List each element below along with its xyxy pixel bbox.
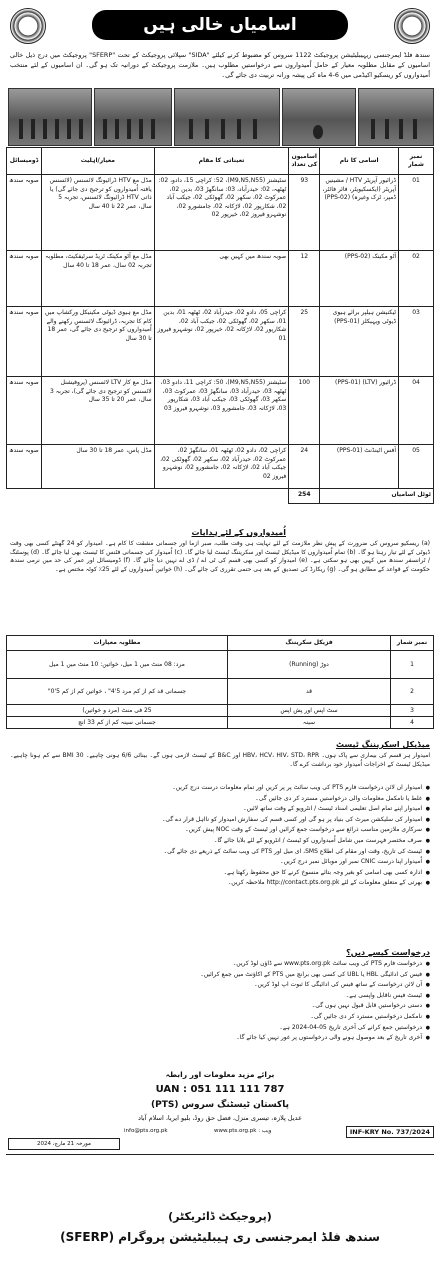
medical-title: میڈیکل اسکریننگ ٹیسٹ — [335, 740, 430, 749]
list-item: ● درخواستیں جمع کرانے کی آخری تاریخ 05-04-2024 ہے۔ — [10, 1024, 430, 1033]
guidelines-title: اُمیدواروں کے لئے ہدایات — [191, 528, 286, 537]
serial-cell: 3 — [391, 705, 434, 717]
list-item: ● دستی درخواستیں قابل قبول نہیں ہوں گی۔ — [10, 1002, 430, 1011]
rescue-staff-photo — [174, 88, 280, 146]
criteria-cell: مڈل مع HTV ڈرائیونگ لائسنس (لائسنس یافتہ اُمیدواروں کو ترجیح دی جائے گی) یا ذاتی HTV ڈرائیونگ لائسنس، تجربہ 5 سال، عمر 22 تا 40 سال — [42, 175, 155, 251]
table-row — [7, 445, 434, 489]
domicile-cell: صوبہ سندھ — [7, 307, 42, 377]
station-cell: سٹیشنز (M9,N5,N55)، 52: کراچی 15، دادو، 02: ٹھٹھہ، 02: حیدرآباد، 03: سانگھڑ 03، بدین 02، عمرکوٹ 02، سکھر 02، گھوٹکی 02، جیکب آباد 02، شکارپور 02، لاڑکانہ 02، جامشورو 02، نوشہرو فیروز 02، خیرپور 02 — [154, 175, 289, 251]
rescue-1122-logo-icon — [394, 8, 430, 44]
col-domicile: ڈومیسائل — [7, 148, 42, 175]
contact-email: info@pts.org.pk — [124, 1128, 168, 1134]
serial-cell: 03 — [399, 307, 434, 377]
header — [4, 4, 436, 48]
col-criteria: معیار/اہلیت — [42, 148, 155, 175]
post-cell: آٹو مکینک (PPS-02) — [320, 251, 399, 307]
list-item: ● ٹیسٹ کی تاریخ، وقت اور مقام کی اطلاع SMS، ای میل اور PTS کی ویب سائٹ کے ذریعے دی جائے گی۔ — [10, 848, 430, 857]
table-row — [7, 251, 434, 307]
rescue-personnel-photo — [358, 88, 434, 146]
pts-name: پاکستان ٹیسٹنگ سروس (PTS) — [151, 1100, 289, 1110]
list-item: ● آن لائن درخواست کے ساتھ فیس کی ادائیگی کا ثبوت اپ لوڈ کریں۔ — [10, 981, 430, 990]
col-standard: مطلوبہ معیارات — [7, 636, 228, 651]
serial-cell: 2 — [391, 679, 434, 705]
col-station: تعیناتی کا مقام — [154, 148, 289, 175]
count-cell: 12 — [289, 251, 320, 307]
test-cell: قد — [228, 679, 391, 705]
contact-web: ویب : www.pts.org.pk — [214, 1128, 272, 1134]
list-item: ● صرف مختصر فہرست میں شامل اُمیدواروں کو ٹیسٹ / انٹرویو کے لئے بلایا جائے گا۔ — [10, 837, 430, 846]
col-test: فزیکل سکریننگ — [228, 636, 391, 651]
test-cell: سینہ — [228, 717, 391, 729]
rescue-parade-photo — [94, 88, 172, 146]
contact-info-label: برائے مزید معلومات اور رابطہ — [165, 1070, 275, 1079]
sindh-government-logo-icon — [10, 8, 46, 44]
list-item: ● درخواست فارم PTS کی ویب سائٹ www.pts.org.pk سے ڈاؤن لوڈ کریں۔ — [10, 960, 430, 969]
criteria-cell: مڈل مع آٹو مکینک ٹریڈ سرٹیفکیٹ، مطلوبہ تجربہ 02 سال، عمر 18 تا 40 سال — [42, 251, 155, 307]
table-row — [7, 679, 434, 705]
list-item: ● سرکاری ملازمین مناسب ذرائع سے درخواست جمع کرائیں اور ٹیسٹ کے وقت NOC پیش کریں۔ — [10, 826, 430, 835]
total-label: ٹوٹل اسامیاں — [320, 489, 434, 504]
vacancies-table — [6, 147, 434, 504]
list-item: ● امیدوار کی سلیکشن میرٹ کی بنیاد پر ہو گی اور کسی قسم کی سفارش امیدوار کو نااہل قرار دے گی۔ — [10, 816, 430, 825]
post-cell: ڈرائیور آپریٹر HTV / مشینیں آپریٹر (ایکسکیویٹر، فائر فائٹر، ڈمپر، ٹرک وغیرہ) (PPS-02) — [320, 175, 399, 251]
list-item: ● فیس کی ادائیگی HBL یا UBL کی کسی بھی برانچ میں PTS کے اکاؤنٹ میں جمع کرائیں۔ — [10, 971, 430, 980]
date-box: مورخہ 21 مارچ، 2024 — [8, 1138, 120, 1150]
domicile-cell: صوبہ سندھ — [7, 377, 42, 445]
list-item: ● ادارہ کسی بھی اسامی کو بغیر وجہ بتائے منسوخ کرنے کا حق محفوظ رکھتا ہے۔ — [10, 869, 430, 878]
count-cell: 100 — [289, 377, 320, 445]
table-row — [7, 377, 434, 445]
station-cell: کراچی 05، دادو 02، حیدرآباد 02، ٹھٹھہ 01، بدین 01، سکھر 02، گھوٹکی 02، جیکب آباد 02، شکارپور 02، لاڑکانہ 02، خیرپور 02، نوشہرو فیروز 01 — [154, 307, 289, 377]
col-serial: نمبر شمار — [391, 636, 434, 651]
standard-cell: جسمانی سینہ کم از کم 33 انچ — [7, 717, 228, 729]
list-item: ● غلط یا نامکمل معلومات والی درخواستیں مسترد کر دی جائیں گی۔ — [10, 795, 430, 804]
serial-cell: 4 — [391, 717, 434, 729]
total-row — [7, 489, 434, 504]
list-item: ● امیدوار آن لائن درخواست فارم PTS کی ویب سائٹ پر پر کریں اور تمام معلومات درست درج کریں۔ — [10, 784, 430, 793]
criteria-cell: مڈل مع کار LTV لائسنس (پروفیشنل لائسنس کو ترجیح دی جائے گی)، تجربہ 3 سال، عمر 20 تا 35 سال — [42, 377, 155, 445]
motorbike-rescue-photo — [282, 88, 356, 146]
test-cell: سٹ اپس اور پش اپس — [228, 705, 391, 717]
domicile-cell: صوبہ سندھ — [7, 445, 42, 489]
standard-cell: 25 فی منٹ (مرد و خواتین) — [7, 705, 228, 717]
station-cell: صوبہ سندھ میں کہیں بھی — [154, 251, 289, 307]
table-row — [7, 651, 434, 679]
apply-steps-list — [10, 960, 430, 1064]
criteria-cell: مڈل مع ہیوی ڈیوٹی مکینیکل ورکشاپ میں کام کا تجربہ، ڈرائیونگ لائسنس رکھنے والے اُمیدواروں کو ترجیح دی جائے گی، عمر 18 تا 30 سال — [42, 307, 155, 377]
list-item: ● امیدوار اپنے تمام اصل تعلیمی اسناد ٹیسٹ / انٹرویو کے وقت ساتھ لائیں۔ — [10, 805, 430, 814]
count-cell: 93 — [289, 175, 320, 251]
station-cell: سٹیشنز (M9,N5,N55)، 50: کراچی 11، دادو 03، ٹھٹھہ 03، حیدرآباد 03، سانگھڑ 03، عمرکوٹ 03، سکھر 03، گھوٹکی 03، جیکب آباد 03، شکارپور 03، لاڑکانہ 03، جامشورو 03، نوشہرو فیروز 03 — [154, 377, 289, 445]
list-item: ● بھرتی کے متعلق معلومات کے لئے http://contact.pts.org.pk ملاحظہ کریں۔ — [10, 879, 430, 888]
inf-number: INF-KRY No. 737/2024 — [346, 1126, 434, 1138]
table-row — [7, 705, 434, 717]
advertisement-page — [4, 4, 436, 1276]
physical-screening-table — [6, 635, 434, 729]
rescue-team-photo — [8, 88, 92, 146]
guidelines-text: (a) ریسکیو سروس کی ضرورت کے پیش نظر ملازمت کے لئے نہایت ہی وقت طلب، صبر آزما اور جسمانی مشقت کا کام ہے۔ اُمیدوار کو 24 گھنٹے کسی بھی وقت ڈیوٹی کے لئے تیار رہنا ہو گا۔ (b) تمام اُمیدواروں کا میڈیکل ٹیسٹ اور سکریننگ ٹیسٹ لیا جائے گا۔ (c) اُمیدوار کی جسمانی فٹنس کا ٹیسٹ بھی لیا جائے گا۔ (d) پوسٹنگ / ٹرانسفر سندھ میں کہیں بھی ہو سکتی ہے۔ (e) امیدوار کو کسی بھی قسم کی ٹی اے / ڈی اے نہیں دیا جائے گا۔ (f) ڈومیسائل اور عمر کی حد میں نرمی سندھ حکومت کے قواعد کے مطابق ہو گی۔ (g) ریکارڈ کی تصدیق کے بعد ہی حتمی تقرری کی جائے گی۔ (h) خواتین اُمیدواروں کے لئے 25٪ کوٹہ مختص ہے۔ — [10, 540, 430, 573]
intro-text: سندھ فلڈ ایمرجنسی ریہیبلیٹیشن پروجیکٹ 1122 سروس کو مضبوط کرنے کیلئے "SIDA" سپلائی پروجیکٹ کے تحت "SFERP" پروجیکٹ میں درج ذیل خالی اسامیوں کے مقابل مطلوبہ معیار کے حامل اُمیدواروں سے درخواستیں مطلوب ہیں۔ ملازمت پروجیکٹ کے دورانیہ تک ہو گی۔ ان اسامیوں کے لئے منتخب اُمیدواروں کو ریسکیو اکیڈمی میں 6-4 ماہ کی پیشہ ورانہ تربیت دی جائے گی۔ — [10, 51, 430, 79]
criteria-cell: مڈل پاس، عمر 18 تا 30 سال — [42, 445, 155, 489]
total-count: 254 — [289, 489, 320, 504]
serial-cell: 1 — [391, 651, 434, 679]
apply-title: درخواست کیسے دیں؟ — [346, 948, 430, 957]
post-cell: آفس اٹینڈنٹ (PPS-01) — [320, 445, 399, 489]
count-cell: 24 — [289, 445, 320, 489]
uan-number: UAN : 051 111 111 787 — [155, 1084, 285, 1095]
divider — [6, 1154, 434, 1155]
project-director: (پروجیکٹ ڈائریکٹر) — [168, 1210, 272, 1223]
list-item: ● آخری تاریخ کے بعد موصول ہونے والی درخواستوں پر غور نہیں کیا جائے گا۔ — [10, 1034, 430, 1043]
serial-cell: 02 — [399, 251, 434, 307]
table-row — [7, 175, 434, 251]
serial-cell: 01 — [399, 175, 434, 251]
program-name: سندھ فلڈ ایمرجنسی ری ہیبلیٹیشن پروگرام (SFERP) — [60, 1230, 380, 1244]
serial-cell: 05 — [399, 445, 434, 489]
list-item: ● نامکمل درخواستیں مسترد کر دی جائیں گی۔ — [10, 1013, 430, 1022]
list-item: ● ٹیسٹ فیس ناقابل واپسی ہے۔ — [10, 992, 430, 1001]
table-row — [7, 717, 434, 729]
serial-cell: 04 — [399, 377, 434, 445]
domicile-cell: صوبہ سندھ — [7, 175, 42, 251]
test-cell: دوڑ (Running) — [228, 651, 391, 679]
count-cell: 25 — [289, 307, 320, 377]
page-title: اسامیاں خالی ہیں — [92, 10, 348, 40]
medical-text: اُمیدوار ہر قسم کی بیماری سے پاک ہوں۔ HBV، HCV، HIV، STD، RPR اور B&C کے ٹیسٹ لازمی ہوں گے۔ بینائی 6/6 ہونی چاہیے۔ BMI 30 سے کم ہونا چاہیے۔ میڈیکل ٹیسٹ کے اخراجات اُمیدوار خود برداشت کرے گا۔ — [10, 752, 430, 768]
post-cell: ٹیکنیشن ہیلپر برائے ہیوی ڈیوٹی ویہیکلز (PPS-01) — [320, 307, 399, 377]
domicile-cell: صوبہ سندھ — [7, 251, 42, 307]
list-item: ● اُمیدوار اپنا درست CNIC نمبر اور موبائل نمبر درج کریں۔ — [10, 858, 430, 867]
col-serial: نمبر شمار — [399, 148, 434, 175]
photo-strip — [8, 88, 432, 144]
col-post: اسامی کا نام — [320, 148, 399, 175]
col-count: اسامیوں کی تعداد — [289, 148, 320, 175]
post-cell: ڈرائیور (LTV) (PPS-01) — [320, 377, 399, 445]
standard-cell: جسمانی قد کم از کم مرد 5'4" ، خواتین کم از کم 5'0" — [7, 679, 228, 705]
station-cell: کراچی 02، دادو 02، ٹھٹھہ 01، سانگھڑ 02، عمرکوٹ 02، حیدرآباد 02، سکھر 02، گھوٹکی 02، جیکب آباد 02، لاڑکانہ 02، جامشورو 02، نوشہرو فیروز 02 — [154, 445, 289, 489]
pts-address: عدیل پلازہ، تیسری منزل، فضل حق روڈ، بلیو ایریا، اسلام آباد — [138, 1114, 302, 1122]
table-row — [7, 307, 434, 377]
instructions-list — [10, 784, 430, 944]
standard-cell: مرد: 08 منٹ میں 1 میل، خواتین: 10 منٹ میں 1 میل — [7, 651, 228, 679]
